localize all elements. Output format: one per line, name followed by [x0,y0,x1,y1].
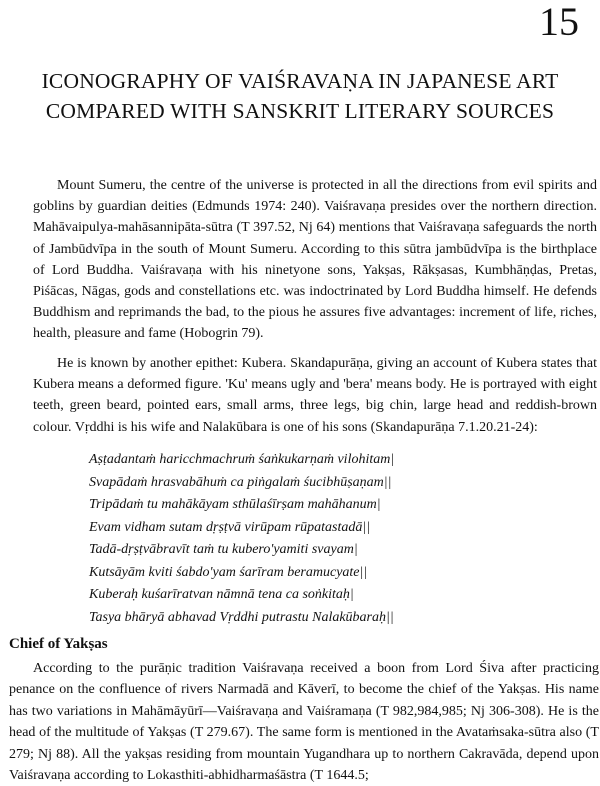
verse-line: Tasya bhāryā abhavad Vṛddhi putrastu Nalakūbaraḥ|| [89,609,394,625]
verse-line: Aṣṭadantaṁ haricchmachruṁ śaṅkukarṇaṁ vilohitam| [89,452,395,467]
section-heading: Chief of Yakṣas [9,636,108,652]
chapter-title-line-2: COMPARED WITH SANSKRIT LITERARY SOURCES [45,99,555,123]
body-paragraph-1: Mount Sumeru, the centre of the universe is protected in all the directions from evil spirits and goblins by guardian deities (Edmunds 1974: 240). Vaiśravaṇa presides over the northern direction. Mahāvaipulya-mahāsannipāta-sūtra (T 397.52, Nj 64) mentions that Vaiśravaṇa safeguards the north of Jambūdvīpa in the south of Mount Sumeru. According to this sūtra jambūdvīpa is the birthplace of Lord Buddha. Vaiśravaṇa with his ninetyone sons, Yakṣas, Rākṣasas, Kumbhāṇḍas, Pretas, Piśācas, Nāgas, gods and constellations etc. was indoctrinated by Lord Buddha himself. He defends Buddhism and reprimands the bad, to the pious he assures five advantages: increment of life, riches, health, pleasure and fame (Hobogrin 79). [33,178,597,342]
verse-line: Tadā-dṛṣṭvābravīt taṁ tu kubero'yamiti svayam| [89,542,358,557]
verse-line: Tripādaṁ tu mahākāyam sthūlaśīrṣam mahāhanum| [89,497,381,512]
verse-line: Kuberaḥ kuśarīratvan nāmnā tena ca soṅkitaḥ| [89,587,354,602]
verse-line: Kutsāyām kviti śabdo'yam śarīram beramucyate|| [89,564,368,580]
verse-block [89,449,569,629]
chapter-number: 15 [539,0,579,44]
body-paragraph-2: He is known by another epithet: Kubera. Skandapurāṇa, giving an account of Kubera states that Kubera means a deformed figure. 'Ku' means ugly and 'bera' means body. He is portrayed with eight teeth, green beard, pointed ears, small arms, three legs, big chin, large head and reddish-brown colour. Vṛddhi is his wife and Nalakūbara is one of his sons (Skandapurāṇa 7.1.20.21-24): [33,356,597,435]
verse-line: Svapādaṁ hrasvabāhuṁ ca piṅgalaṁ śucibhūṣaṇam|| [89,474,392,490]
chapter-title-line-1: ICONOGRAPHY OF VAIŚRAVAṆA IN JAPANESE ART [41,69,559,93]
verse-line: Evam vidham sutam dṛṣṭvā virūpam rūpatastadā|| [89,519,371,535]
body-paragraph-3: According to the purāṇic tradition Vaiśravaṇa received a boon from Lord Śiva after practicing penance on the confluence of rivers Narmadā and Kāverī, to become the chief of the Yakṣas. His name has two variations in Mahāmāyūrī—Vaiśravaṇa and Vaiśramaṇa (T 982,984,985; Nj 306-308). He is the head of the multitude of Yakṣas (T 279.67). The same form is mentioned in the Avataṁsaka-sūtra also (T 279; Nj 88). All the yakṣas residing from mountain Yugandhara up to northern Cakravāda, depend upon Vaiśravaṇa according to Lokasthiti-abhidharmaśāstra (T 1644.5; [9,661,599,784]
